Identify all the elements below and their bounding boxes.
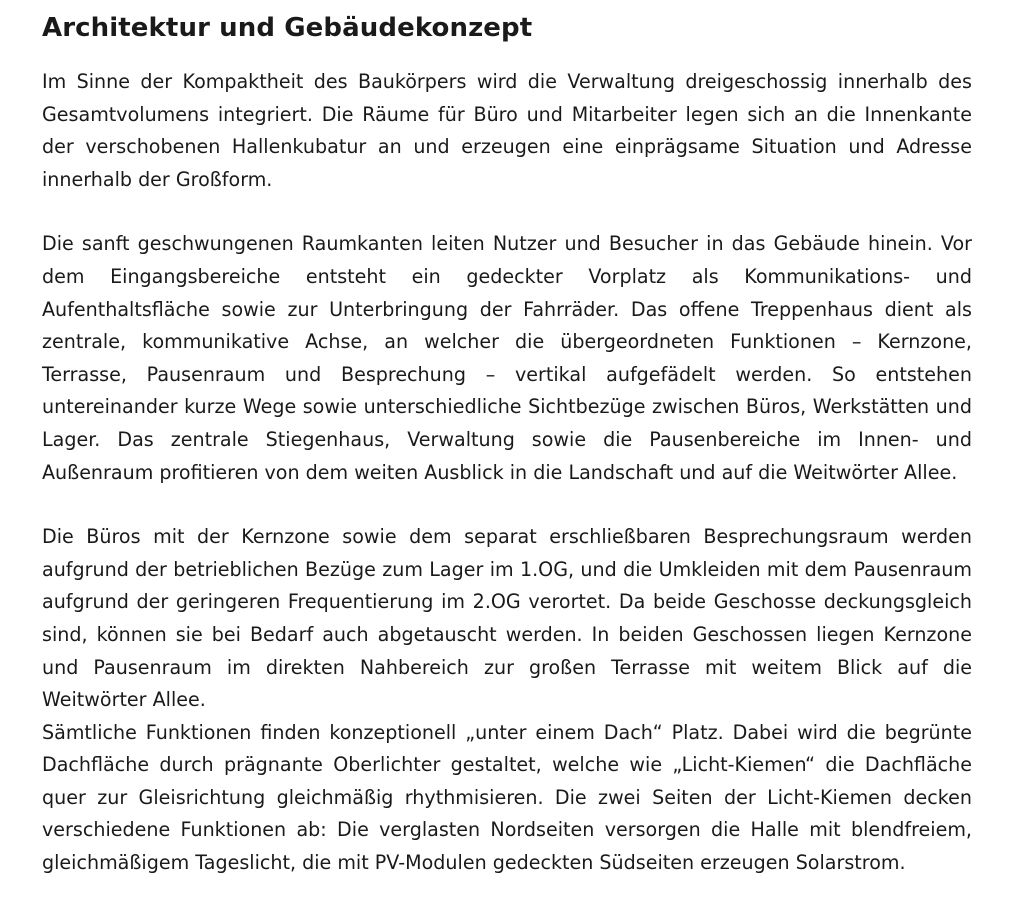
- paragraph-block-1: [42, 66, 972, 196]
- paragraph-gap: [42, 489, 972, 521]
- paragraph-block-2: [42, 228, 972, 489]
- page-title: Architektur und Gebäudekonzept: [42, 13, 533, 43]
- paragraph-2: Die sanft geschwungenen Raumkanten leiten Nutzer und Besucher in das Gebäude hinein. Vor dem Eingangsbereiche entsteht ein gedeckter Vorplatz als Kommunikations- und Aufenthaltsfläche sowie zur Unterbringung der Fahrräder. Das offene Treppenhaus dient als zentrale, kommunikative Achse, an welcher die übergeordneten Funktionen – Kernzone, Terrasse, Pausenraum und Besprechung – vertikal aufgefädelt werden. So entstehen untereinander kurze Wege sowie unterschiedliche Sichtbezüge zwischen Büros, Werkstätten und Lager. Das zentrale Stiegenhaus, Verwaltung sowie die Pausenbereiche im Innen- und Außenraum profitieren von dem weiten Ausblick in die Landschaft und auf die Weitwörter Allee.: [42, 232, 972, 484]
- paragraph-block-3: [42, 521, 972, 880]
- paragraph-1: Im Sinne der Kompaktheit des Baukörpers wird die Verwaltung dreigeschossig innerhalb des Gesamtvolumens integriert. Die Räume für Büro und Mitarbeiter legen sich an die Innenkante der verschobenen Hallenkubatur an und erzeugen eine einprägsame Situation und Adresse innerhalb der Großform.: [42, 70, 972, 191]
- paragraph-3: Die Büros mit der Kernzone sowie dem separat erschließbaren Besprechungsraum werden aufgrund der betrieblichen Bezüge zum Lager im 1.OG, und die Umkleiden mit dem Pausenraum aufgrund der geringeren Frequentierung im 2.OG verortet. Da beide Geschosse deckungsgleich sind, können sie bei Bedarf auch abgetauscht werden. In beiden Geschossen liegen Kernzone und Pausenraum im direkten Nahbereich zur großen Terrasse mit weitem Blick auf die Weitwörter Allee.: [42, 525, 972, 712]
- paragraph-4: Sämtliche Funktionen finden konzeptionell „unter einem Dach“ Platz. Dabei wird die begrünte Dachfläche durch prägnante Oberlichter gestaltet, welche wie „Licht-Kiemen“ die Dachfläche quer zur Gleisrichtung gleichmäßig rhythmisieren. Die zwei Seiten der Licht-Kiemen decken verschiedene Funktionen ab: Die verglasten Nordseiten versorgen die Halle mit blendfreiem, gleichmäßigem Tageslicht, die mit PV-Modulen gedeckten Südseiten erzeugen Solarstrom.: [42, 720, 972, 875]
- document: [42, 8, 972, 880]
- paragraph-gap: [42, 196, 972, 228]
